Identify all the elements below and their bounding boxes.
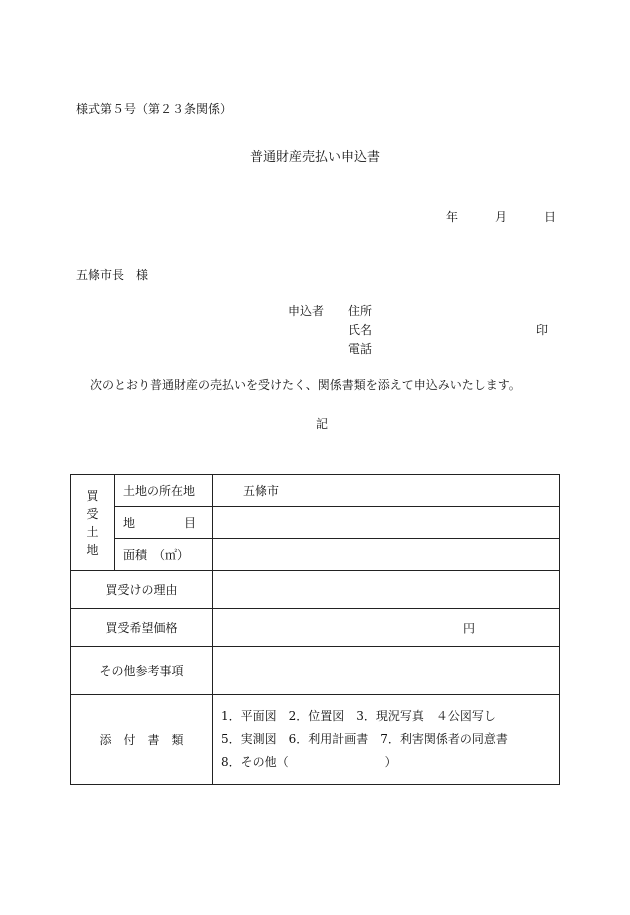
land-group-char: 受 xyxy=(86,506,99,521)
notes-label: その他参考事項 xyxy=(71,647,213,695)
land-group-char: 地 xyxy=(86,542,99,557)
addressee: 五條市長 様 xyxy=(76,268,149,282)
location-value[interactable]: 五條市 xyxy=(213,475,560,507)
category-label-a: 地 xyxy=(123,516,136,530)
land-group-label xyxy=(71,475,115,571)
form-number: 様式第５号（第２３条関係） xyxy=(76,102,233,116)
attachments-line: 1．平面図 2．位置図 3．現況写真 ４公図写し xyxy=(221,709,496,723)
page-title: 普通財産売払い申込書 xyxy=(250,150,381,165)
category-label xyxy=(115,507,213,539)
applicant-label: 申込者 xyxy=(288,304,325,318)
price-label: 買受希望価格 xyxy=(71,609,213,647)
attachments-line: 8．その他（ ） xyxy=(221,755,397,769)
date-year: 年 xyxy=(446,210,459,224)
body-text: 次のとおり普通財産の売払いを受けたく、関係書類を添えて申込みいたします。 xyxy=(90,378,521,392)
reason-label: 買受けの理由 xyxy=(71,571,213,609)
category-value[interactable] xyxy=(213,507,560,539)
notes-value[interactable] xyxy=(213,647,560,695)
area-label: 面積 （㎡） xyxy=(115,539,213,571)
ki-label: 記 xyxy=(316,417,329,431)
application-table xyxy=(70,474,560,785)
date-day: 日 xyxy=(544,210,557,224)
attachments-list xyxy=(213,695,560,785)
price-unit: 円 xyxy=(463,621,476,635)
name-label: 氏名 xyxy=(348,323,373,337)
attachments-line: 5．実測図 6．利用計画書 7．利害関係者の同意書 xyxy=(221,732,508,746)
date-month: 月 xyxy=(495,210,508,224)
land-group-char: 土 xyxy=(86,524,99,539)
location-label: 土地の所在地 xyxy=(115,475,213,507)
seal-mark: 印 xyxy=(536,323,549,337)
land-group-char: 買 xyxy=(86,488,99,503)
phone-label: 電話 xyxy=(348,342,373,356)
address-label: 住所 xyxy=(348,304,373,318)
category-label-b: 目 xyxy=(183,516,196,530)
area-value[interactable] xyxy=(213,539,560,571)
price-value[interactable] xyxy=(213,609,560,647)
attachments-label: 添 付 書 類 xyxy=(71,695,213,785)
reason-value[interactable] xyxy=(213,571,560,609)
